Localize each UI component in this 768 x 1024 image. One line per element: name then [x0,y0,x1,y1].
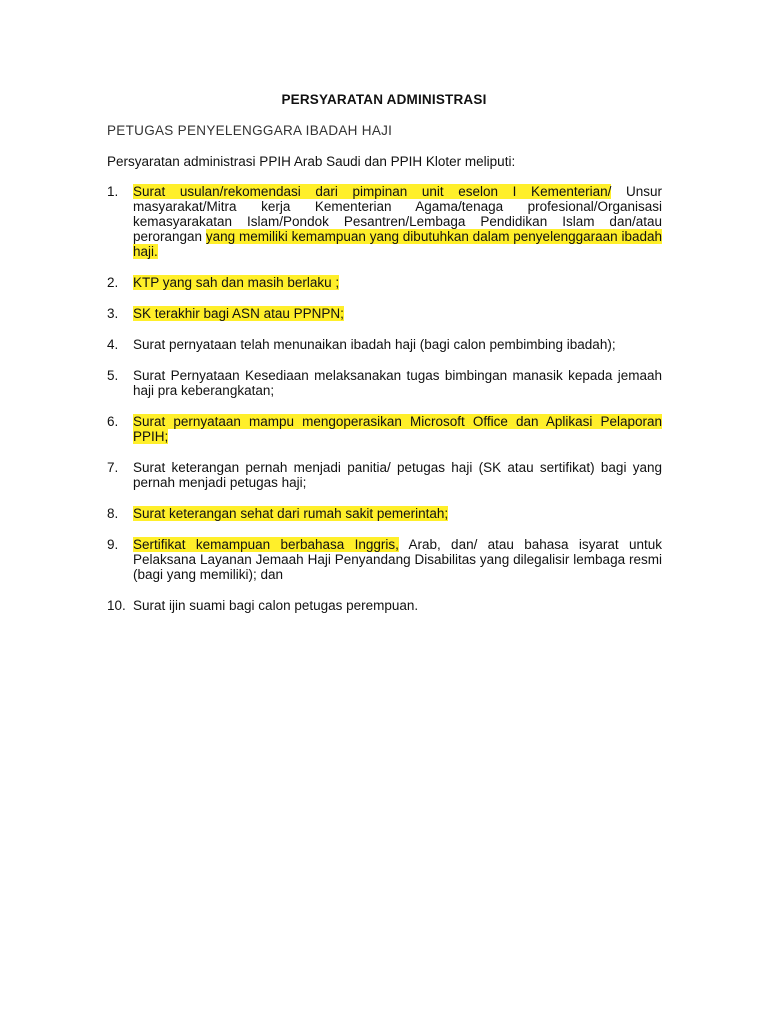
list-item-number: 4. [107,337,119,352]
list-item-text [133,537,662,582]
list-item-number: 8. [107,506,119,521]
list-item-text [133,184,662,259]
highlighted-text: SK terakhir bagi ASN atau PPNPN; [133,306,344,321]
list-item-text [133,306,662,321]
list-item-number: 7. [107,460,119,475]
list-item-text [133,275,662,290]
highlighted-text: KTP yang sah dan masih berlaku ; [133,275,340,290]
list-item-number: 3. [107,306,119,321]
list-item-number: 6. [107,414,119,429]
list-item-text [133,460,662,490]
list-item [107,368,662,398]
list-item-text [133,368,662,398]
list-item-number: 10. [107,598,126,613]
text-segment: Unsur masyarakat/Mitra kerja Kementerian Agama/tenaga profesional/Organisasi kemasyarakatan Islam/Pondok Pesantren/Lembaga Pendidikan Islam dan/atau perorangan [133,184,662,244]
document-subtitle: PETUGAS PENYELENGGARA IBADAH HAJI [107,123,393,138]
list-item-text [133,414,662,444]
text-segment: Surat pernyataan telah menunaikan ibadah haji (bagi calon pembimbing ibadah); [133,337,616,352]
requirements-list [107,184,662,629]
list-item [107,506,662,521]
list-item [107,275,662,290]
list-item-text [133,598,662,613]
highlighted-text: Surat pernyataan mampu mengoperasikan Microsoft Office dan Aplikasi Pelaporan PPIH; [133,414,662,444]
list-item-number: 1. [107,184,119,199]
text-segment: Arab, dan/ atau bahasa isyarat untuk Pelaksana Layanan Jemaah Haji Penyandang Disabilitas yang dilegalisir lembaga resmi (bagi yang memiliki); dan [133,537,662,582]
list-item-number: 2. [107,275,119,290]
highlighted-text: yang memiliki kemampuan yang dibutuhkan dalam penyelenggaraan ibadah haji. [133,229,662,259]
list-item [107,537,662,582]
list-item [107,460,662,490]
highlighted-text: Surat usulan/rekomendasi dari pimpinan unit eselon I Kementerian/ [133,184,612,199]
list-item [107,414,662,444]
list-item [107,306,662,321]
list-item-text [133,506,662,521]
list-item [107,184,662,259]
list-item-text [133,337,662,352]
highlighted-text: Surat keterangan sehat dari rumah sakit pemerintah; [133,506,449,521]
text-segment: Surat Pernyataan Kesediaan melaksanakan tugas bimbingan manasik kepada jemaah haji pra keberangkatan; [133,368,662,398]
list-item-number: 5. [107,368,119,383]
document-title: PERSYARATAN ADMINISTRASI [281,92,487,107]
text-segment: Surat ijin suami bagi calon petugas perempuan. [133,598,419,613]
intro-paragraph: Persyaratan administrasi PPIH Arab Saudi dan PPIH Kloter meliputi: [107,154,516,169]
highlighted-text: Sertifikat kemampuan berbahasa Inggris, [133,537,399,552]
list-item [107,337,662,352]
text-segment: Surat keterangan pernah menjadi panitia/ petugas haji (SK atau sertifikat) bagi yang pernah menjadi petugas haji; [133,460,662,490]
list-item-number: 9. [107,537,119,552]
list-item [107,598,662,613]
